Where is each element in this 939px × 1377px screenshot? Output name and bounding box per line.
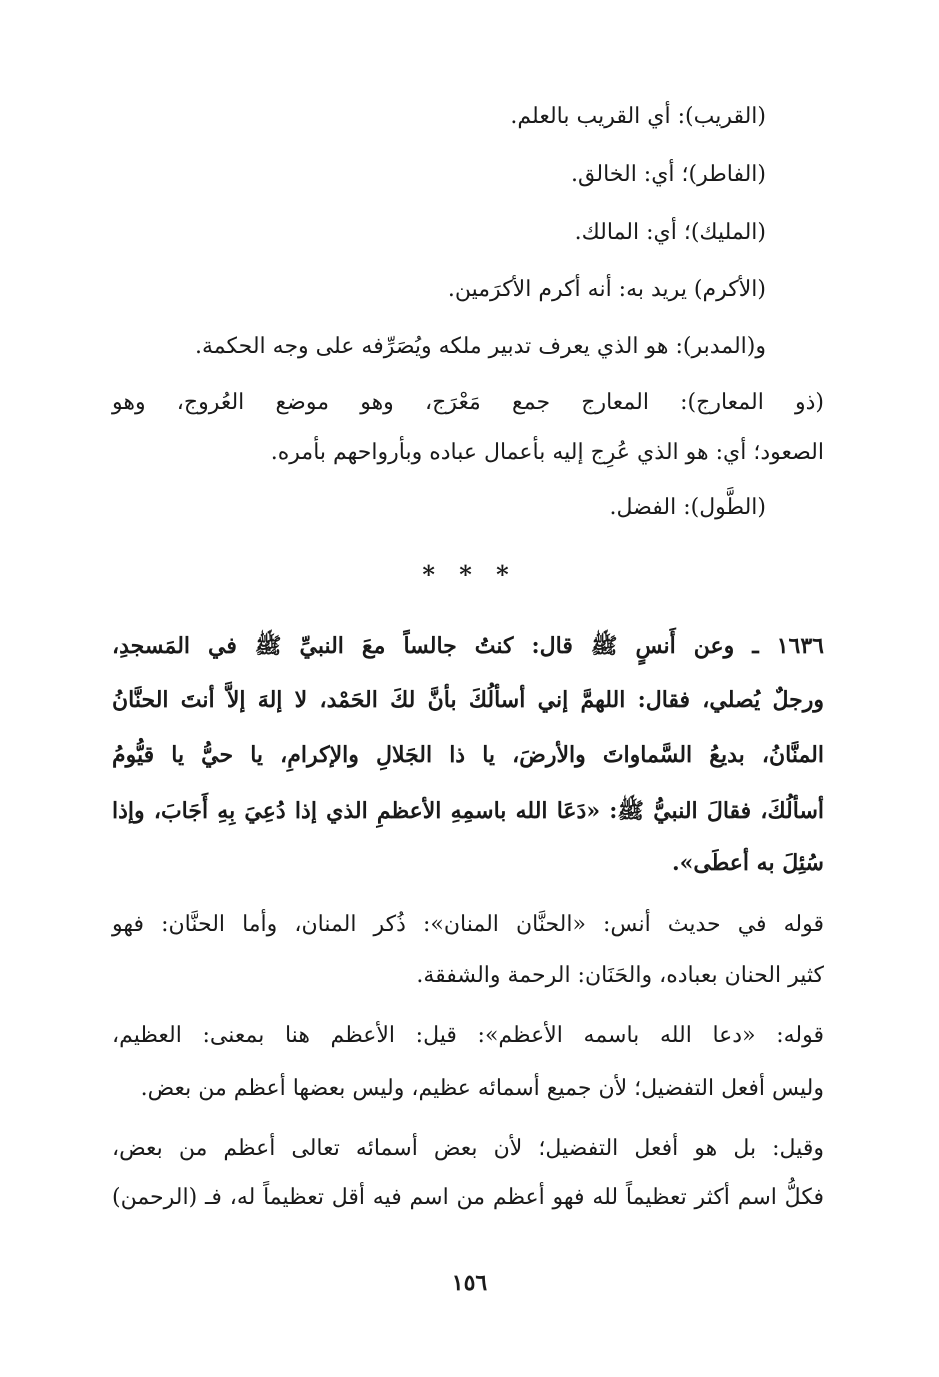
commentary-section (112, 0, 824, 1240)
commentary-hannan-line1: قوله في حديث أنس: «الحنَّان المنان»: ذُكر المنان، وأما الحنَّان: فهو (112, 912, 824, 937)
commentary-azam-line2: وليس أفعل التفضيل؛ لأن جميع أسمائه عظيم، وليس بعضها أعظم من بعض. (140, 1076, 824, 1101)
commentary-hannan-line2: كثير الحنان بعباده، والحَنَان: الرحمة والشفقة. (416, 963, 824, 988)
gloss-mudabbir: و(المدبر): هو الذي يعرف تدبير ملكه ويُصَرِّفه على وجه الحكمة. (194, 334, 766, 359)
hadith-line-1: ١٦٣٦ ـ وعن أَنسٍ ﷺ قال: كنتُ جالساً معَ النبيِّ ﷺ في المَسجدِ، (112, 633, 824, 659)
page-number: ١٥٦ (451, 1270, 488, 1296)
gloss-tawl: (الطَّول): الفضل. (609, 495, 766, 520)
gloss-akram: (الأكرم) يريد به: أنه أكرم الأكرَمين. (447, 277, 766, 302)
gloss-maarij-line2: الصعود؛ أي: هو الذي عُرِج إليه بأعمال عباده وبأرواحهم بأمره. (270, 440, 824, 465)
section-divider-stars: * * * (422, 560, 517, 589)
gloss-malik: (المليك)؛ أي: المالك. (574, 220, 766, 245)
gloss-fatir: (الفاطر)؛ أي: الخالق. (571, 162, 766, 187)
hadith-line-3: المنَّانُ، بديعُ السَّماواتَ والأرضَ، يا ذا الجَلالِ والإكرامِ، يا حيُّ يا قيُّومُ (112, 742, 824, 768)
gloss-qarib: (القريب): أي القريب بالعلم. (510, 104, 766, 129)
hadith-line-2: ورجلٌ يُصلي، فقال: اللهمَّ إني أسألُكَ بأنَّ لكَ الحَمْد، لا إلهَ إلاَّ أنتَ الحنَّانُ (112, 687, 824, 713)
hadith-line-5: سُئِلَ به أعطَى». (671, 850, 824, 876)
commentary-azam-line1: قوله: «دعا الله باسمه الأعظم»: قيل: الأعظم هنا بمعنى: العظيم، (112, 1023, 824, 1048)
hadith-line-4: أسألُكَ، فقالَ النبيُّ ﷺ: «دَعَا الله باسمِهِ الأعظمِ الذي إذا دُعِيَ بِهِ أَجَابَ، وإذا (112, 798, 824, 824)
gloss-maarij-line1: (ذو المعارج): المعارج جمع مَعْرَج، وهو موضع العُروج، وهو (112, 390, 824, 415)
commentary-qila-line1: وقيل: بل هو أفعل التفضيل؛ لأن بعض أسمائه تعالى أعظم من بعض، (112, 1136, 825, 1161)
commentary-qila-line2: فكلُّ اسم أكثر تعظيماً لله فهو أعظم من اسم فيه أقل تعظيماً له، فـ (الرحمن) (112, 1185, 825, 1210)
